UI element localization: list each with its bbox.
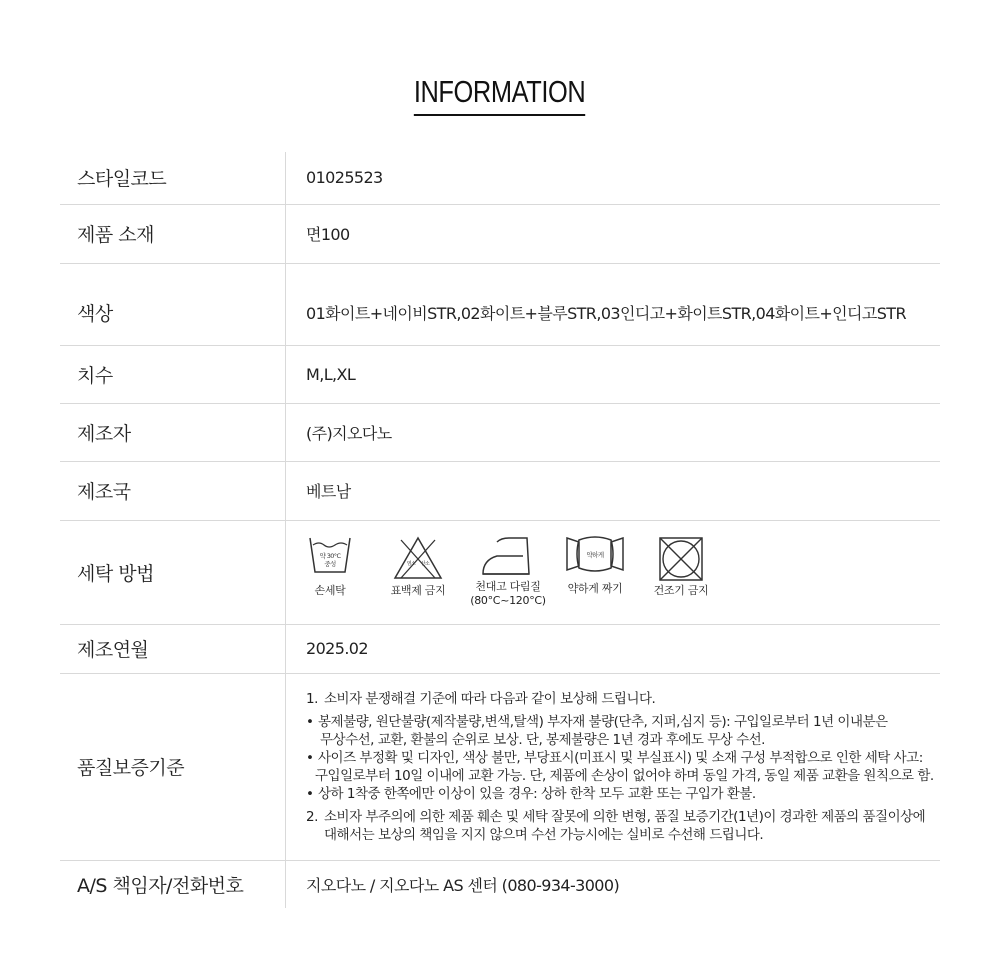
table-row-style-code (60, 152, 940, 204)
bullet-icon: • (306, 785, 314, 802)
row-label: 색상 (60, 263, 286, 345)
iron-icon (479, 536, 537, 578)
table-row-color (60, 263, 940, 345)
row-value: 지오다노 / 지오다노 AS 센터 (080-934-3000) (306, 875, 620, 895)
row-label: 제품 소재 (60, 204, 286, 263)
row-value: 베트남 (286, 461, 941, 520)
care-inner-text: 산소 (420, 561, 430, 567)
row-label: 치수 (60, 345, 286, 403)
care-inner-text: 약 30°C (319, 552, 341, 560)
bullet-line: 봉제불량, 원단불량(제작불량,변색,탈색) 부자재 불량(단추, 지퍼,심지 등): 구입일로부터 1년 이내분은 (318, 713, 888, 730)
table-row-date (60, 624, 940, 673)
care-caption: (80°C~120°C) (470, 594, 546, 607)
row-value: 2025.02 (286, 624, 941, 673)
row-label: 품질보증기준 (60, 673, 286, 860)
row-label: 제조연월 (60, 624, 286, 673)
gentle-wring-icon (565, 536, 625, 572)
care-caption: 손세탁 (314, 584, 346, 597)
quality-bullet-3 (306, 785, 940, 803)
care-icons-cell (286, 520, 941, 624)
row-value: 면100 (286, 204, 941, 263)
item-number: 1. (306, 690, 318, 707)
quality-cell (286, 673, 941, 860)
care-caption: 약하게 짜기 (567, 582, 623, 595)
table-row-size (60, 345, 940, 403)
item-text: 대해서는 보상의 책임을 지지 않으며 수선 가능시에는 실비로 수선해 드립니다. (324, 826, 764, 843)
no-bleach-icon (393, 536, 443, 580)
row-label: 제조국 (60, 461, 286, 520)
care-inner-text: 약하게 (586, 551, 604, 559)
table-row-quality (60, 673, 940, 860)
table-row-material (60, 204, 940, 263)
row-label: 세탁 방법 (60, 520, 286, 624)
care-caption: 천대고 다림질 (475, 580, 541, 593)
hand-wash-icon (308, 536, 352, 576)
bullet-line: 상하 1착중 한쪽에만 이상이 있을 경우: 상하 한착 모두 교환 또는 구입가 환불. (318, 785, 756, 802)
item-text: 소비자 부주의에 의한 제품 훼손 및 세탁 잘못에 의한 변형, 품질 보증기간(1년)이 경과한 제품의 품질이상에 (324, 808, 926, 825)
page-title: INFORMATION (414, 72, 586, 116)
bullet-icon: • (306, 749, 314, 766)
row-label: 스타일코드 (60, 152, 286, 204)
bullet-line: 무상수선, 교환, 환불의 순위로 보상. 단, 봉제불량은 1년 경과 후에도 무상 수선. (320, 731, 765, 748)
row-label: 제조자 (60, 403, 286, 461)
quality-bullet-1 (306, 713, 940, 749)
table-row-country (60, 461, 940, 520)
care-caption: 건조기 금지 (653, 584, 709, 597)
row-value: M,L,XL (286, 345, 941, 403)
care-item (388, 536, 448, 598)
care-inner-text: 염소 (406, 561, 416, 567)
quality-bullet-2 (306, 749, 940, 785)
care-inner-text: 중성 (324, 560, 336, 568)
item-text: 소비자 분쟁해결 기준에 따라 다음과 같이 보상해 드립니다. (324, 690, 656, 707)
quality-item-2 (306, 808, 940, 844)
no-tumble-dry-icon (658, 536, 704, 582)
bullet-icon: • (306, 713, 314, 730)
bullet-line: 사이즈 부정확 및 디자인, 색상 불만, 부당표시(미표시 및 부실표시) 및 소재 구성 부적합으로 인한 세탁 사고: (318, 749, 923, 766)
table-row-as (60, 860, 940, 908)
quality-item-1 (306, 690, 940, 708)
quality-text (306, 690, 940, 844)
title-wrap (0, 72, 1000, 116)
care-caption: 표백제 금지 (390, 584, 446, 597)
table-row-maker (60, 403, 940, 461)
row-label: A/S 책임자/전화번호 (60, 860, 286, 908)
care-item (562, 536, 628, 596)
care-item (306, 536, 354, 598)
bullet-line: 구입일로부터 10일 이내에 교환 가능. 단, 제품에 손상이 없어야 하며 동일 가격, 동일 제품 교환을 원칙으로 함. (315, 767, 934, 784)
row-value: 01025523 (286, 152, 941, 204)
row-value: 01화이트+네이비STR,02화이트+블루STR,03인디고+화이트STR,04화이트+인디고STR (286, 263, 941, 345)
info-table (60, 152, 940, 908)
item-number: 2. (306, 808, 318, 825)
care-item (652, 536, 710, 598)
care-icons (306, 536, 940, 608)
table-row-wash (60, 520, 940, 624)
row-value: (주)지오다노 (286, 403, 941, 461)
care-item (472, 536, 544, 608)
